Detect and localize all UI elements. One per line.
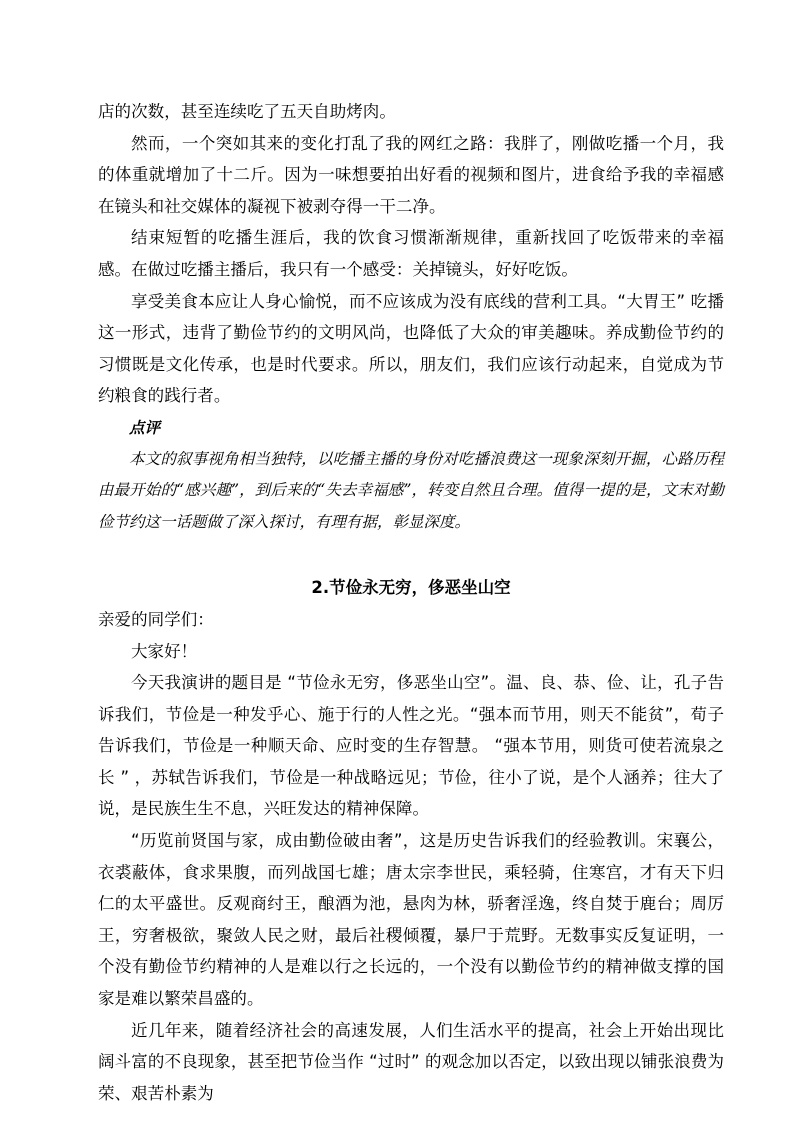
comment-heading: 点评 — [129, 417, 161, 437]
paragraph: 享受美食本应让人身心愉悦，而不应该成为没有底线的营利工具。“大胃王” 吃播这一形式，违背了勤俭节约的文明风尚，也降低了大众的审美趣味。养成勤俭节约的习惯既是文化传承，也是时代要求。所以，朋友们，我们应该行动起来，自觉成为节约粮食的践行者。 — [98, 291, 724, 406]
document-page — [98, 96, 724, 1109]
paragraph: 然而，一个突如其来的变化打乱了我的网红之路：我胖了，刚做吃播一个月，我的体重就增加了十二斤。因为一味想要拍出好看的视频和图片，进食给予我的幸福感在镜头和社交媒体的凝视下被剥夺得一干二净。 — [98, 133, 724, 216]
comment-text: 本文的叙事视角相当独特，以吃播主播的身份对吃播浪费这一现象深刻开掘，心路历程由最开始的“感兴趣”，到后来的“失去幸福感”，转变自然且合理。值得一提的是，文末对勤俭节约这一话题做了深入探讨，有理有据，彰显深度。 — [98, 449, 724, 531]
paragraph: “历览前贤国与家，成由勤俭破由奢”，这是历史告诉我们的经验教训。宋襄公，衣裘蔽体，食求果腹，而列战国七雄；唐太宗李世民，乘轻骑，住寒宫，才有天下归仁的太平盛世。反观商纣王，酿酒为池，悬肉为林，骄奢淫逸，终自焚于鹿台；周厉王，穷奢极欲，聚敛人民之财，最后社稷倾覆，暴尸于荒野。无数事实反复证明，一个没有勤俭节约精神的人是难以行之长远的，一个没有以勤俭节约的精神做支撑的国家是难以繁荣昌盛的。 — [98, 831, 724, 1009]
section-title: 2.节俭永无穷，侈恶坐山空 — [311, 578, 511, 598]
paragraph: 近几年来，随着经济社会的高速发展，人们生活水平的提高，社会上开始出现比阔斗富的不良现象，甚至把节俭当作 “过时” 的观念加以否定，以致出现以铺张浪费为荣、艰苦朴素为 — [98, 1020, 724, 1103]
salutation: 大家好！ — [131, 641, 198, 661]
paragraph: 结束短暂的吃播生涯后，我的饮食习惯渐渐规律，重新找回了吃饭带来的幸福感。在做过吃播主播后，我只有一个感受：关掉镜头，好好吃饭。 — [98, 228, 724, 279]
paragraph: 今天我演讲的题目是 “节俭永无穷，侈恶坐山空”。温、良、恭、俭、让，孔子告诉我们，节俭是一种发乎心、施于行的人性之光。“强本而节用，则天不能贫”，荀子告诉我们，节俭是一种顺天命、应时变的生存智慧。 “强本节用，则货可使若流泉之长 ” ，苏轼告诉我们，节俭是一种战略远见；节俭，往小了说，是个人涵养；往大了说，是民族生生不息，兴旺发达的精神保障。 — [98, 673, 724, 819]
greeting: 亲爱的同学们： — [98, 609, 214, 629]
paragraph: 店的次数，甚至连续吃了五天自助烤肉。 — [98, 102, 396, 121]
